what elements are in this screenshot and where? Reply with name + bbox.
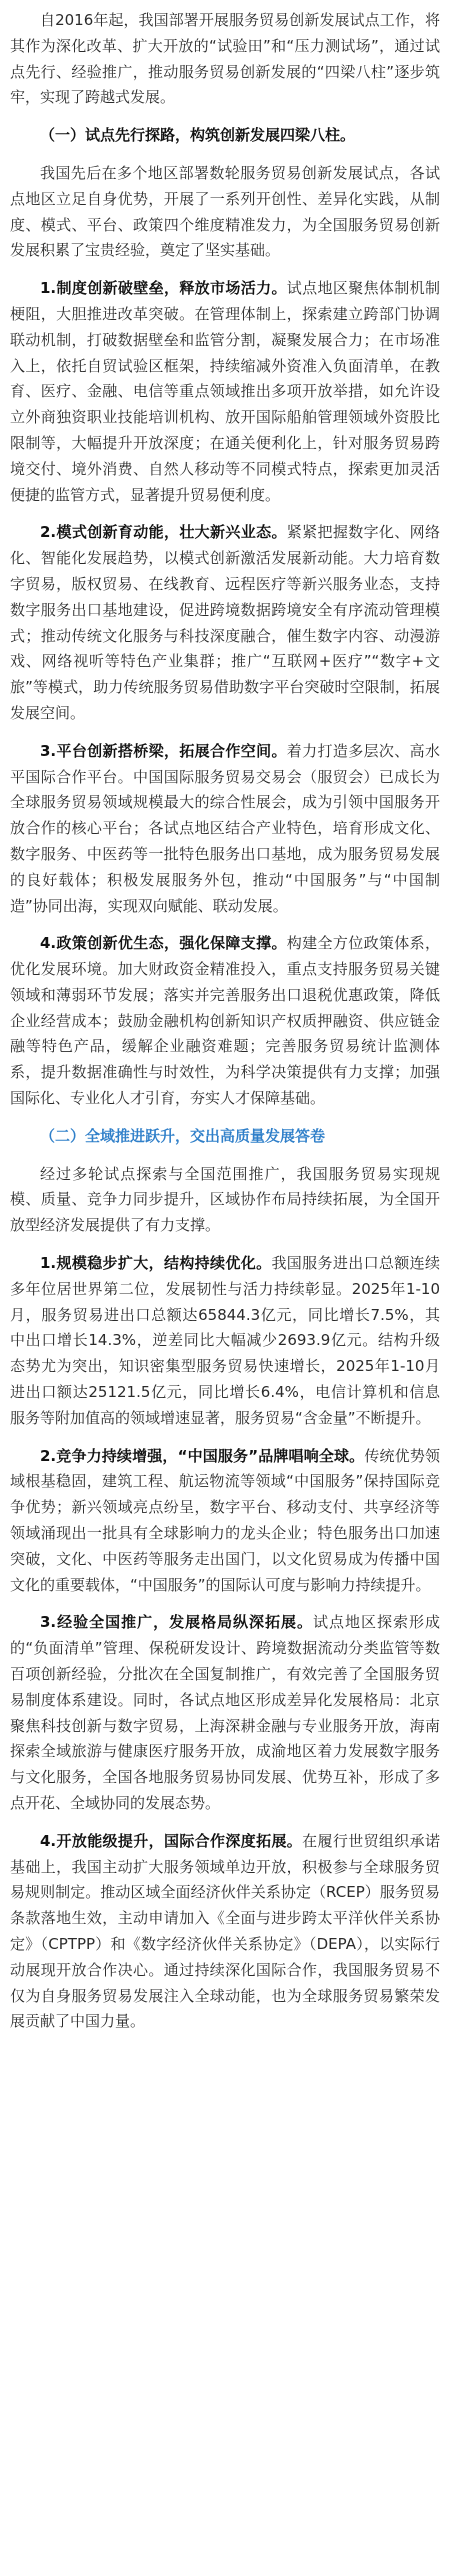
result-1-paragraph bbox=[10, 1251, 440, 1432]
result-4-heading: 4.开放能级提升，国际合作深度拓展。 bbox=[40, 1831, 303, 1850]
point-1-paragraph bbox=[10, 276, 440, 508]
result-1-heading: 1.规模稳步扩大，结构持续优化。 bbox=[40, 1254, 272, 1273]
section-1-title: （一）试点先行探路，构筑创新发展四梁八柱。 bbox=[40, 126, 356, 145]
point-4-body: 构建全方位政策体系，优化发展环境。加大财政资金精准投入，重点支持服务贸易关键领域和薄弱环节发展；落实并完善服务出口退税优惠政策，降低企业经营成本；鼓励金融机构创新知识产权质押融资、供应链金融等特色产品，缓解企业融资难题；完善服务贸易统计监测体系，提升数据准确性与时效性，为科学决策提供有力支撑；加强国际化、专业化人才引育，夯实人才保障基础。 bbox=[10, 934, 440, 1108]
intro-paragraph: 自2016年起，我国部署开展服务贸易创新发展试点工作，将其作为深化改革、扩大开放的“试验田”和“压力测试场”，通过试点先行、经验推广，推动服务贸易创新发展的“四梁八柱”逐步筑牢，实现了跨越式发展。 bbox=[10, 11, 440, 107]
result-3-body: 试点地区探索形成的“负面清单”管理、保税研发设计、跨境数据流动分类监管等数百项创新经验，分批次在全国复制推广，有效完善了全国服务贸易制度体系建设。同时，各试点地区形成差异化发展格局：北京聚焦科技创新与数字贸易，上海深耕金融与专业服务开放，海南探索全域旅游与健康医疗服务开放，成渝地区着力发展数字服务与文化服务，全国各地服务贸易协同发展、优势互补，形成了多点开花、全域协同的发展态势。 bbox=[10, 1613, 440, 1812]
section-1-intro: 我国先后在多个地区部署数轮服务贸易创新发展试点，各试点地区立足自身优势，开展了一系列开创性、差异化实践，从制度、模式、平台、政策四个维度精准发力，为全国服务贸易创新发展积累了宝贵经验，奠定了坚实基础。 bbox=[10, 163, 440, 260]
section-2-intro: 经过多轮试点探索与全国范围推广，我国服务贸易实现规模、质量、竞争力同步提升，区域协作布局持续拓展，为全国开放型经济发展提供了有力支撑。 bbox=[10, 1164, 440, 1235]
point-2-heading: 2.模式创新育动能，壮大新兴业态。 bbox=[40, 523, 287, 542]
point-3-heading: 3.平台创新搭桥梁，拓展合作空间。 bbox=[40, 741, 287, 760]
point-1-body: 试点地区聚焦体制机制梗阻，大胆推进改革突破。在管理体制上，探索建立跨部门协调联动机制，打破数据壁垒和监管分割，凝聚发展合力；在市场准入上，依托自贸试验区框架，持续缩减外资准入负面清单，在教育、医疗、金融、电信等重点领域推出多项开放举措，如允许设立外商独资职业技能培训机构、放开国际船舶管理领域外资股比限制等，大幅提升开放深度；在通关便利化上，针对服务贸易跨境交付、境外消费、自然人移动等不同模式特点，探索更加灵活便捷的监管方式，显著提升贸易便利度。 bbox=[10, 279, 440, 504]
point-2-body: 紧紧把握数字化、网络化、智能化发展趋势，以模式创新激活发展新动能。大力培育数字贸易，版权贸易、在线教育、远程医疗等新兴服务业态，支持数字服务出口基地建设，促进跨境数据跨境安全有序流动管理模式；推动传统文化服务与科技深度融合，催生数字内容、动漫游戏、网络视听等特色产业集群；推广“互联网+医疗”“数字+文旅”等模式，助力传统服务贸易借助数字平台突破时空限制，拓展发展空间。 bbox=[10, 523, 440, 722]
point-1-heading: 1.制度创新破壁垒，释放市场活力。 bbox=[40, 279, 287, 298]
result-2-paragraph bbox=[10, 1444, 440, 1599]
result-4-paragraph bbox=[10, 1829, 440, 2035]
result-1-body: 我国服务进出口总额连续多年位居世界第二位，发展韧性与活力持续彰显。2025年1-10月，服务贸易进出口总额达65844.3亿元，同比增长7.5%，其中出口增长14.3%，逆差同比大幅减少2693.9亿元。结构升级态势尤为突出，知识密集型服务贸易快速增长，2025年1-10月进出口额达25121.5亿元，同比增长6.4%，电信计算机和信息服务等附加值高的领域增速显著，服务贸易“含金量”不断提升。 bbox=[10, 1254, 440, 1427]
result-3-paragraph bbox=[10, 1610, 440, 1816]
result-3-heading: 3.经验全国推广，发展格局纵深拓展。 bbox=[40, 1613, 314, 1632]
result-2-body: 传统优势领域根基稳固，建筑工程、航运物流等领域“中国服务”保持国际竞争优势；新兴领域亮点纷呈，数字平台、移动支付、共享经济等领域涌现出一批具有全球影响力的龙头企业；特色服务出口加速突破，文化、中医药等服务走出国门，以文化贸易成为传播中国文化的重要载体，“中国服务”的国际认可度与影响力持续提升。 bbox=[10, 1446, 440, 1594]
point-2-paragraph bbox=[10, 520, 440, 726]
point-4-paragraph bbox=[10, 931, 440, 1112]
section-2-title: （二）全域推进跃升，交出高质量发展答卷 bbox=[40, 1126, 326, 1145]
result-2-heading: 2.竞争力持续增强，“中国服务”品牌唱响全球。 bbox=[40, 1446, 365, 1465]
point-3-body: 着力打造多层次、高水平国际合作平台。中国国际服务贸易交易会（服贸会）已成长为全球服务贸易领域规模最大的综合性展会，成为引领中国服务开放合作的核心平台；各试点地区结合产业特色，培育形成文化、数字服务、中医药等一批特色服务出口基地，成为服务贸易发展的良好载体；积极发展服务外包，推动“中国服务”与“中国制造”协同出海，实现双向赋能、联动发展。 bbox=[10, 741, 440, 915]
point-3-paragraph bbox=[10, 739, 440, 920]
point-4-heading: 4.政策创新优生态，强化保障支撑。 bbox=[40, 934, 287, 953]
result-4-body: 在履行世贸组织承诺基础上，我国主动扩大服务领域单边开放，积极参与全球服务贸易规则制定。推动区域全面经济伙伴关系协定（RCEP）服务贸易条款落地生效，主动申请加入《全面与进步跨太平洋伙伴关系协定》（CPTPP）和《数字经济伙伴关系协定》（DEPA），以实际行动展现开放合作决心。通过持续深化国际合作，我国服务贸易不仅为自身服务贸易发展注入全球动能，也为全球服务贸易繁荣发展贡献了中国力量。 bbox=[10, 1831, 440, 2031]
